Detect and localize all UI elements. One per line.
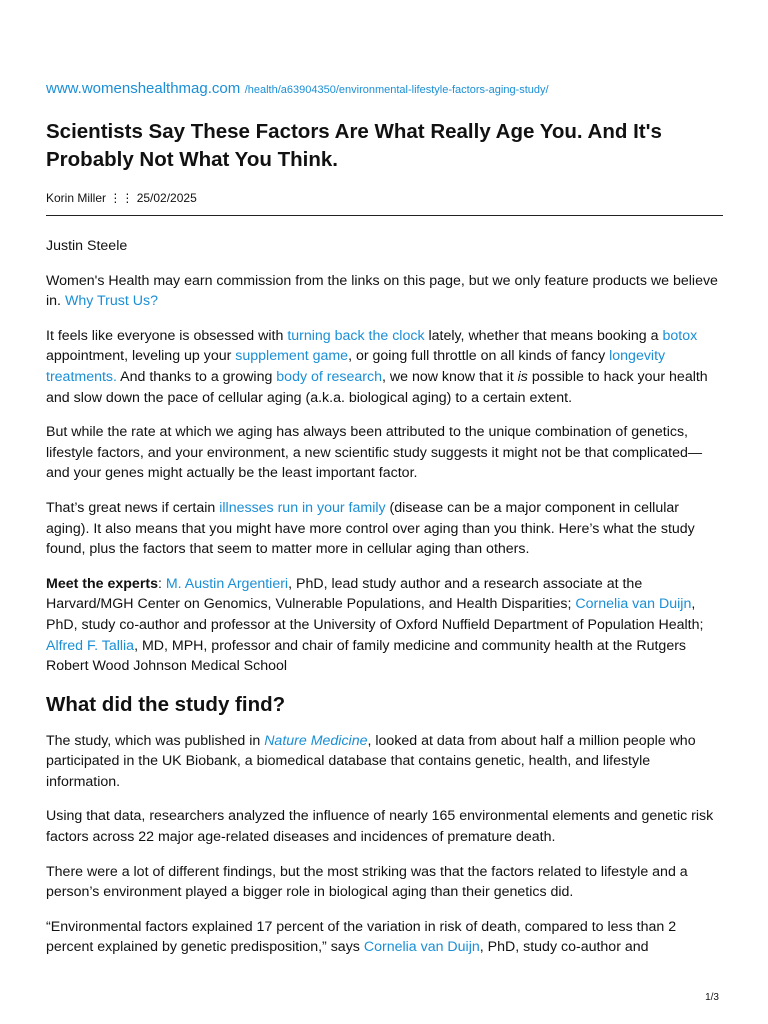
paragraph-family: That’s great news if certain illnesses run in your family (disease can be a major component in cellular aging). It also means that you might have more control over aging than you think. Here’s what the study found, plus the factors that seem to matter more in cellular aging than others.	[46, 499, 695, 558]
longevity-treatments-link[interactable]: longevity treatments.	[46, 348, 666, 385]
source-domain-link[interactable]: www.womenshealthmag.com	[46, 80, 241, 97]
disclaimer: Women's Health may earn commission from the links on this page, but we only feature products we believe in. Why Trust Us?	[46, 272, 718, 310]
botox-link[interactable]: botox	[662, 327, 698, 344]
byline-separator: ⋮⋮	[106, 191, 137, 205]
paragraph-analysis: Using that data, researchers analyzed the influence of nearly 165 environmental elements and genetic risk factors across 22 major age-related diseases and incidences of premature death.	[46, 808, 714, 846]
meet-the-experts: Meet the experts: M. Austin Argentieri, PhD, lead study author and a research associate at the Harvard/MGH Center on Genomics, Vulnerable Populations, and Health Disparities; Cornelia van Duijn, PhD, study co-author and professor at the University of Oxford Nuffield Department of Population Health; Alfred F. Tallia, MD, MPH, professor and chair of family medicine and community health at the Rutgers Robert Wood Johnson Medical School	[46, 575, 704, 675]
tallia-link[interactable]: Alfred F. Tallia	[46, 637, 135, 654]
source-url	[46, 80, 549, 98]
argentieri-link[interactable]: M. Austin Argentieri	[165, 575, 289, 592]
illnesses-run-in-family-link[interactable]: illnesses run in your family	[219, 499, 386, 516]
article-title: Scientists Say These Factors Are What Really Age You. And It's Probably Not What You Think.	[46, 120, 662, 171]
title-divider	[46, 215, 723, 216]
paragraph-quote: “Environmental factors explained 17 percent of the variation in risk of death, compared to less than 2 percent explained by genetic predisposition,” says Cornelia van Duijn, PhD, study co-author and	[46, 918, 677, 956]
body-of-research-link[interactable]: body of research	[276, 368, 382, 385]
paragraph-intro: It feels like everyone is obsessed with turning back the clock lately, whether that means booking a botox appointment, leveling up your supplement game, or going full throttle on all kinds of fancy longevity treatments. And thanks to a growing body of research, we now know that it is possible to hack your health and slow down the pace of cellular aging (a.k.a. biological aging) to a certain extent.	[46, 327, 708, 406]
why-trust-us-link[interactable]: Why Trust Us?	[64, 293, 158, 310]
publish-date: 25/02/2025	[136, 191, 197, 205]
paragraph-genetics: But while the rate at which we aging has always been attributed to the unique combination of genetics, lifestyle factors, and your environment, a new scientific study suggests it might not be that complicated—and your genes might actually be the least important factor.	[46, 424, 703, 482]
turning-back-the-clock-link[interactable]: turning back the clock	[287, 327, 425, 344]
experts-label: Meet the experts	[46, 575, 158, 592]
article-body	[46, 236, 723, 972]
supplement-game-link[interactable]: supplement game	[235, 348, 349, 365]
source-path-link[interactable]: /health/a63904350/environmental-lifestyle-factors-aging-study/	[244, 84, 549, 96]
author-name: Korin Miller	[46, 191, 107, 205]
byline	[46, 191, 197, 205]
van-duijn-quote-link[interactable]: Cornelia van Duijn	[363, 939, 480, 956]
page-number: 1/3	[705, 992, 719, 1003]
van-duijn-link[interactable]: Cornelia van Duijn	[575, 596, 692, 613]
section-heading: What did the study find?	[46, 692, 286, 716]
paragraph-findings: There were a lot of different findings, but the most striking was that the factors related to lifestyle and a person’s environment played a bigger role in biological aging than their genetics did.	[46, 863, 688, 901]
photo-credit: Justin Steele	[46, 238, 128, 254]
nature-medicine-link[interactable]: Nature Medicine	[264, 732, 368, 749]
paragraph-study: The study, which was published in Nature Medicine, looked at data from about half a million people who participated in the UK Biobank, a biomedical database that contains genetic, health, and lifestyle information.	[46, 732, 696, 790]
emphasis-is: is	[517, 368, 528, 385]
